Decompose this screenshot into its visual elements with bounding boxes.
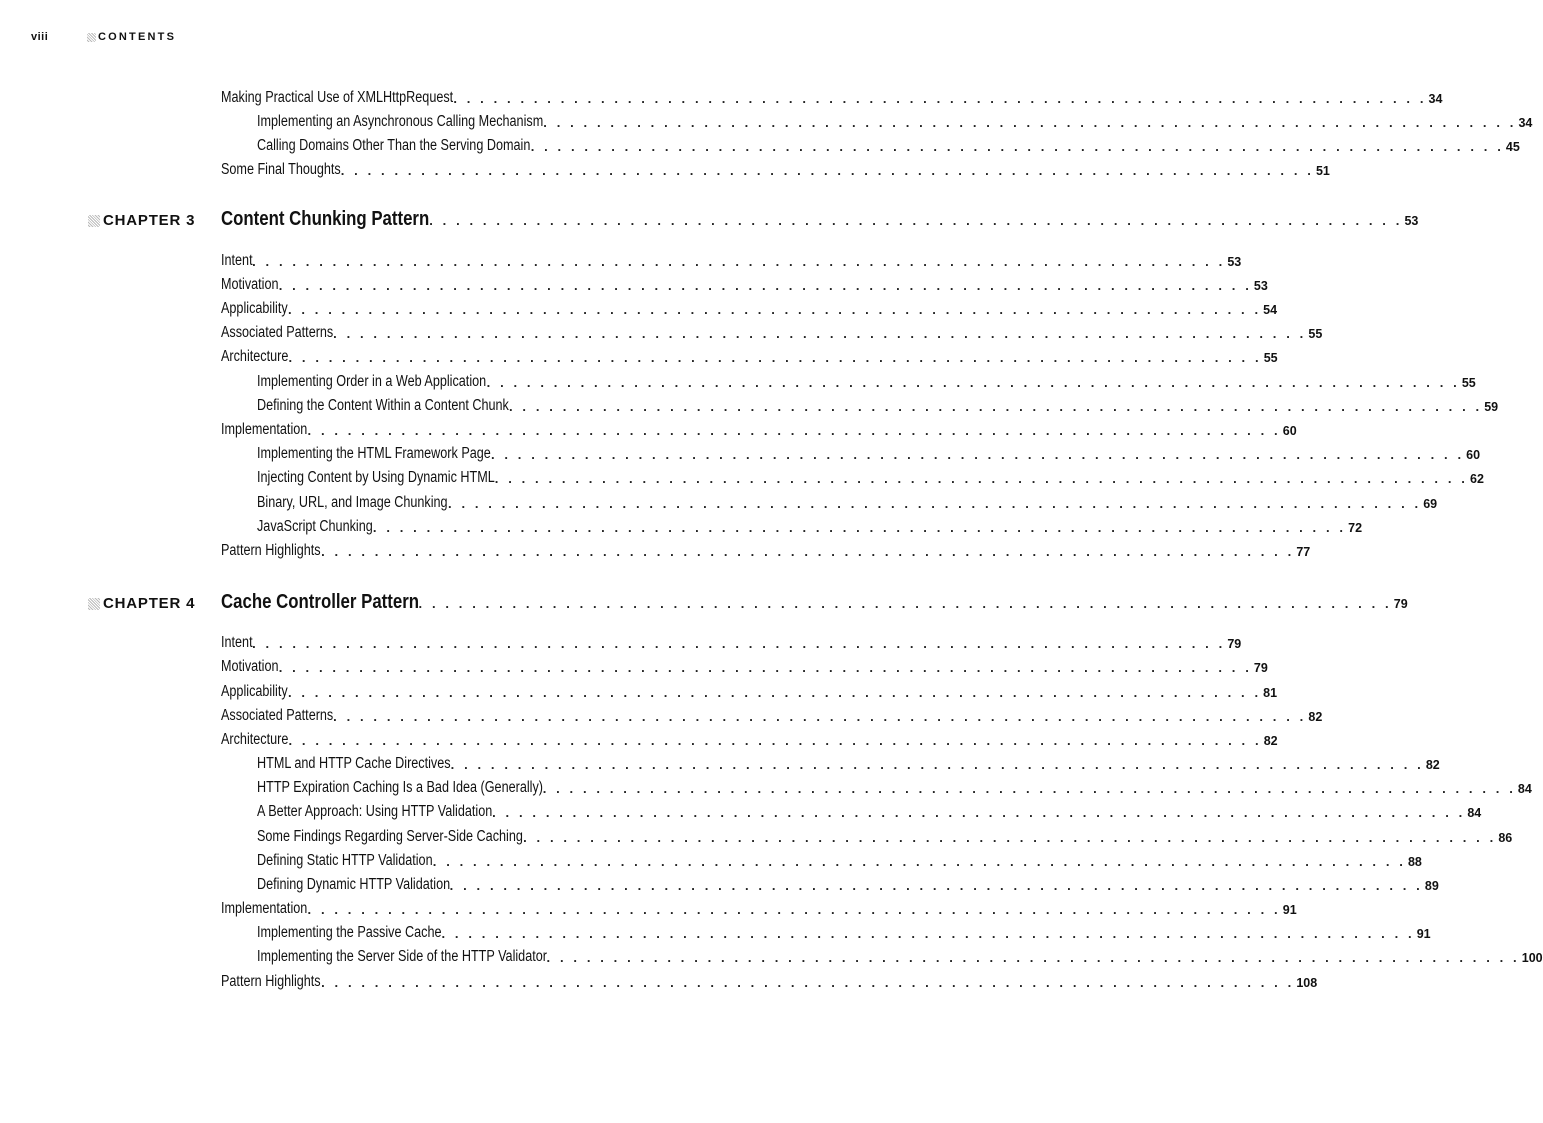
toc-entry-page: 82 [1425, 758, 1440, 772]
toc-entry-title: Pattern Highlights [221, 542, 321, 559]
toc-subentry[interactable] [257, 516, 1363, 536]
dot-leader: . . . . . . . . . . . . . . . . . . . . . . . . . . . . . . . . . . . . . . . . . . . . . . . . . . . . . . . . . . . . . . . . . . . . . . . . . [432, 854, 1406, 869]
toc-entry-title: JavaScript Chunking [257, 518, 373, 535]
toc-entry-title: Pattern Highlights [221, 973, 321, 990]
toc-entry[interactable] [221, 322, 1323, 342]
toc-entry-page: 45 [1505, 140, 1520, 154]
dot-leader: . . . . . . . . . . . . . . . . . . . . . . . . . . . . . . . . . . . . . . . . . . . . . . . . . . . . . . . . . . . . . . . . . . . . . . . . . [372, 520, 1347, 535]
toc-entry-page: 51 [1315, 164, 1330, 178]
toc-entry-page: 69 [1423, 497, 1438, 511]
toc-entry-title: Implementing the HTML Framework Page [257, 445, 491, 462]
toc-entry-title: Implementing the Passive Cache [257, 924, 442, 941]
toc-entry-page: 86 [1498, 831, 1513, 845]
chapter-page: 53 [1404, 214, 1419, 228]
chapter-label [88, 212, 221, 231]
dot-leader: . . . . . . . . . . . . . . . . . . . . . . . . . . . . . . . . . . . . . . . . . . . . . . . . . . . . . . . . . . . . . . . . . . . . . . . . . [288, 350, 1262, 365]
dot-leader: . . . . . . . . . . . . . . . . . . . . . . . . . . . . . . . . . . . . . . . . . . . . . . . . . . . . . . . . . . . . . . . . . . . . . . . . . [278, 660, 1252, 675]
toc-entry-page: 91 [1416, 927, 1431, 941]
toc-subentry[interactable] [257, 135, 1520, 155]
toc-entry-title: Implementation [221, 900, 308, 917]
dot-leader: . . . . . . . . . . . . . . . . . . . . . . . . . . . . . . . . . . . . . . . . . . . . . . . . . . . . . . . . . . . . . . . . . . . . . . . . . [441, 926, 1415, 941]
toc-entry-title: Applicability [221, 683, 288, 700]
toc-entry-page: 84 [1467, 806, 1482, 820]
dot-leader: . . . . . . . . . . . . . . . . . . . . . . . . . . . . . . . . . . . . . . . . . . . . . . . . . . . . . . . . . . . . . . . . . . . . . . . . . [543, 115, 1517, 130]
chapter-marker-icon [88, 598, 100, 610]
toc-entry-page: 60 [1466, 448, 1481, 462]
dot-leader: . . . . . . . . . . . . . . . . . . . . . . . . . . . . . . . . . . . . . . . . . . . . . . . . . . . . . . . . . . . . . . . . . . . . . . . . . [450, 757, 1424, 772]
toc-entry-page: 34 [1428, 92, 1443, 106]
toc-entry-page: 60 [1282, 424, 1297, 438]
toc-entry-title: Calling Domains Other Than the Serving Domain [257, 137, 531, 154]
toc-entry-title: Some Final Thoughts [221, 161, 341, 178]
toc-subentry[interactable] [257, 850, 1422, 870]
toc-subentry[interactable] [257, 826, 1513, 846]
toc-entry[interactable] [221, 540, 1311, 560]
toc-entry-page: 53 [1253, 279, 1268, 293]
toc-entry-title: Implementing the Server Side of the HTTP Validator [257, 948, 547, 965]
dot-leader: . . . . . . . . . . . . . . . . . . . . . . . . . . . . . . . . . . . . . . . . . . . . . . . . . . . . . . . . . . . . . . . . . . . . . . . . . [307, 423, 1281, 438]
page-header [31, 29, 176, 45]
running-head-label: CONTENTS [98, 31, 177, 43]
toc-entry[interactable] [221, 729, 1278, 749]
toc-entry-page: 72 [1348, 521, 1363, 535]
toc-subentry[interactable] [257, 753, 1440, 773]
toc-entry-page: 59 [1484, 400, 1499, 414]
toc-entry-page: 34 [1518, 116, 1533, 130]
toc-subentry[interactable] [257, 874, 1439, 894]
toc-entry[interactable] [221, 346, 1278, 366]
toc-subentry[interactable] [257, 922, 1431, 942]
toc-entry-page: 91 [1282, 903, 1297, 917]
dot-leader: . . . . . . . . . . . . . . . . . . . . . . . . . . . . . . . . . . . . . . . . . . . . . . . . . . . . . . . . . . . . . . . . . . . . . . . . . [523, 830, 1497, 845]
toc-entry[interactable] [221, 656, 1268, 676]
toc-entry-page: 53 [1227, 255, 1242, 269]
running-head [87, 31, 176, 43]
toc-entry-title: Motivation [221, 276, 279, 293]
toc-entry-title: Architecture [221, 348, 289, 365]
toc-entry[interactable] [221, 298, 1278, 318]
toc-entry[interactable] [221, 274, 1268, 294]
toc-entry-title: Intent [221, 252, 253, 269]
toc-subentry[interactable] [257, 801, 1482, 821]
toc-entry-page: 55 [1461, 376, 1476, 390]
toc-entry-title: Implementing an Asynchronous Calling Mechanism [257, 113, 544, 130]
dot-leader: . . . . . . . . . . . . . . . . . . . . . . . . . . . . . . . . . . . . . . . . . . . . . . . . . . . . . . . . . . . . . . . . . . . . . . . . . [340, 163, 1314, 178]
toc-entry-title: Motivation [221, 658, 279, 675]
page-folio: viii [31, 31, 49, 43]
chapter-label [88, 595, 221, 614]
toc-entry-title: A Better Approach: Using HTTP Validation [257, 803, 493, 820]
toc-entry[interactable] [221, 681, 1278, 701]
toc-entry-title: Associated Patterns [221, 324, 334, 341]
chapter-page: 79 [1393, 597, 1408, 611]
toc-entry-page: 79 [1227, 637, 1242, 651]
toc-entry-page: 82 [1308, 710, 1323, 724]
dot-leader: . . . . . . . . . . . . . . . . . . . . . . . . . . . . . . . . . . . . . . . . . . . . . . . . . . . . . . . . . . . . . . . . . . . . . . . . . [530, 139, 1504, 154]
toc-entry-page: 77 [1296, 545, 1311, 559]
toc-subentry[interactable] [257, 371, 1476, 391]
dot-leader: . . . . . . . . . . . . . . . . . . . . . . . . . . . . . . . . . . . . . . . . . . . . . . . . . . . . . . . . . . . . . . . . . . . . . . . . . [288, 733, 1262, 748]
toc-entry-title: Intent [221, 634, 253, 651]
dot-leader: . . . . . . . . . . . . . . . . . . . . . . . . . . . . . . . . . . . . . . . . . . . . . . . . . . . . . . . . . . . . . . . . . . . . . . . . . [321, 975, 1295, 990]
toc-entry-title: Defining the Content Within a Content Chunk [257, 397, 509, 414]
chapter-marker-icon [88, 215, 100, 227]
toc-entry-title: Defining Static HTTP Validation [257, 852, 433, 869]
chapter-number: CHAPTER 3 [103, 212, 196, 229]
toc-subentry[interactable] [257, 443, 1481, 463]
toc-subentry[interactable] [257, 395, 1499, 415]
toc-entry-title: Implementing Order in a Web Application [257, 373, 487, 390]
chapter-number: CHAPTER 4 [103, 595, 196, 612]
dot-leader: . . . . . . . . . . . . . . . . . . . . . . . . . . . . . . . . . . . . . . . . . . . . . . . . . . . . . . . . . . . . . . . . . . . . . . . . . [486, 375, 1460, 390]
toc-entry-page: 82 [1263, 734, 1278, 748]
toc-entry-page: 81 [1263, 686, 1278, 700]
section-marker-icon [87, 33, 96, 42]
dot-leader: . . . . . . . . . . . . . . . . . . . . . . . . . . . . . . . . . . . . . . . . . . . . . . . . . . . . . . . . . . . . . . . . . . . . . . . . . [449, 878, 1423, 893]
toc-entry-page: 88 [1407, 855, 1422, 869]
chapter-3-heading[interactable] [88, 205, 1419, 231]
dot-leader: . . . . . . . . . . . . . . . . . . . . . . . . . . . . . . . . . . . . . . . . . . . . . . . . . . . . . . . . . . . . . . . . . . . . . . . . . [278, 278, 1252, 293]
toc-entry-title: Injecting Content by Using Dynamic HTML [257, 469, 495, 486]
chapter-title: Content Chunking Pattern [221, 207, 430, 230]
toc-entry-title: Architecture [221, 731, 289, 748]
dot-leader: . . . . . . . . . . . . . . . . . . . . . . . . . . . . . . . . . . . . . . . . . . . . . . . . . . . . . . . . . . . . . . . . . . . . . . . . . [333, 326, 1307, 341]
toc-entry-title: Applicability [221, 300, 288, 317]
toc-entry-page: 54 [1263, 303, 1278, 317]
toc-entry-title: HTTP Expiration Caching Is a Bad Idea (Generally) [257, 779, 543, 796]
toc-subentry[interactable] [257, 467, 1484, 487]
dot-leader: . . . . . . . . . . . . . . . . . . . . . . . . . . . . . . . . . . . . . . . . . . . . . . . . . . . . . . . . . . . . . . . . . . . . . . . . . [307, 902, 1281, 917]
toc-entry-title: HTML and HTTP Cache Directives [257, 755, 451, 772]
dot-leader: . . . . . . . . . . . . . . . . . . . . . . . . . . . . . . . . . . . . . . . . . . . . . . . . . . . . . . . . . . . . . . . . . . . . . . . . . [492, 805, 1466, 820]
toc-subentry[interactable] [257, 492, 1438, 512]
toc-entry[interactable] [221, 898, 1297, 918]
toc-entry-page: 79 [1253, 661, 1268, 675]
toc-entry-page: 100 [1521, 951, 1543, 965]
toc-entry[interactable] [221, 250, 1242, 270]
toc-subentry[interactable] [257, 777, 1532, 797]
toc-entry-title: Some Findings Regarding Server-Side Caching [257, 828, 523, 845]
toc-entry[interactable] [221, 419, 1297, 439]
dot-leader: . . . . . . . . . . . . . . . . . . . . . . . . . . . . . . . . . . . . . . . . . . . . . . . . . . . . . . . . . . . . . . . . . . . . . . . . . [509, 399, 1483, 414]
dot-leader: . . . . . . . . . . . . . . . . . . . . . . . . . . . . . . . . . . . . . . . . . . . . . . . . . . . . . . . . . . . . . . . . . . . . . . . . . [252, 254, 1226, 269]
dot-leader: . . . . . . . . . . . . . . . . . . . . . . . . . . . . . . . . . . . . . . . . . . . . . . . . . . . . . . . . . . . . . . . . . . . . . . . . . [453, 91, 1427, 106]
toc-entry-page: 108 [1296, 976, 1318, 990]
dot-leader: . . . . . . . . . . . . . . . . . . . . . . . . . . . . . . . . . . . . . . . . . . . . . . . . . . . . . . . . . . . . . . . . . . . . . . . . . [333, 709, 1307, 724]
dot-leader: . . . . . . . . . . . . . . . . . . . . . . . . . . . . . . . . . . . . . . . . . . . . . . . . . . . . . . . . . . . . . . . . . . . . . . . . . [429, 213, 1403, 228]
dot-leader: . . . . . . . . . . . . . . . . . . . . . . . . . . . . . . . . . . . . . . . . . . . . . . . . . . . . . . . . . . . . . . . . . . . . . . . . . [252, 636, 1226, 651]
dot-leader: . . . . . . . . . . . . . . . . . . . . . . . . . . . . . . . . . . . . . . . . . . . . . . . . . . . . . . . . . . . . . . . . . . . . . . . . . [287, 685, 1262, 700]
dot-leader: . . . . . . . . . . . . . . . . . . . . . . . . . . . . . . . . . . . . . . . . . . . . . . . . . . . . . . . . . . . . . . . . . . . . . . . . . [448, 496, 1422, 511]
toc-entry-title: Binary, URL, and Image Chunking [257, 494, 448, 511]
toc-entry-page: 55 [1308, 327, 1323, 341]
chapter-4-heading[interactable] [88, 588, 1408, 614]
toc-entry-page: 89 [1424, 879, 1439, 893]
toc-entry[interactable] [221, 971, 1318, 991]
toc-entry[interactable] [221, 705, 1323, 725]
toc-entry[interactable] [221, 159, 1330, 179]
toc-entry-page: 62 [1470, 472, 1484, 486]
dot-leader: . . . . . . . . . . . . . . . . . . . . . . . . . . . . . . . . . . . . . . . . . . . . . . . . . . . . . . . . . . . . . . . . . . . . . . . . . [287, 302, 1262, 317]
toc-entry[interactable] [221, 87, 1443, 107]
toc-entry-title: Associated Patterns [221, 707, 334, 724]
dot-leader: . . . . . . . . . . . . . . . . . . . . . . . . . . . . . . . . . . . . . . . . . . . . . . . . . . . . . . . . . . . . . . . . . . . . . . . . . [542, 781, 1516, 796]
toc-subentry[interactable] [257, 946, 1543, 966]
dot-leader: . . . . . . . . . . . . . . . . . . . . . . . . . . . . . . . . . . . . . . . . . . . . . . . . . . . . . . . . . . . . . . . . . . . . . . . . . [546, 950, 1520, 965]
toc-entry-page: 55 [1263, 351, 1278, 365]
chapter-title: Cache Controller Pattern [221, 590, 420, 613]
toc-entry-title: Implementation [221, 421, 308, 438]
toc-entry-page: 84 [1517, 782, 1532, 796]
toc-entry[interactable] [221, 632, 1242, 652]
dot-leader: . . . . . . . . . . . . . . . . . . . . . . . . . . . . . . . . . . . . . . . . . . . . . . . . . . . . . . . . . . . . . . . . . . . . . . . . . [418, 596, 1392, 611]
dot-leader: . . . . . . . . . . . . . . . . . . . . . . . . . . . . . . . . . . . . . . . . . . . . . . . . . . . . . . . . . . . . . . . . . . . . . . . . . [490, 447, 1465, 462]
toc-entry-title: Making Practical Use of XMLHttpRequest [221, 89, 454, 106]
toc-entry-title: Defining Dynamic HTTP Validation [257, 876, 451, 893]
dot-leader: . . . . . . . . . . . . . . . . . . . . . . . . . . . . . . . . . . . . . . . . . . . . . . . . . . . . . . . . . . . . . . . . . . . . . . . . . [494, 471, 1468, 486]
dot-leader: . . . . . . . . . . . . . . . . . . . . . . . . . . . . . . . . . . . . . . . . . . . . . . . . . . . . . . . . . . . . . . . . . . . . . . . . . [321, 544, 1295, 559]
toc-subentry[interactable] [257, 111, 1533, 131]
